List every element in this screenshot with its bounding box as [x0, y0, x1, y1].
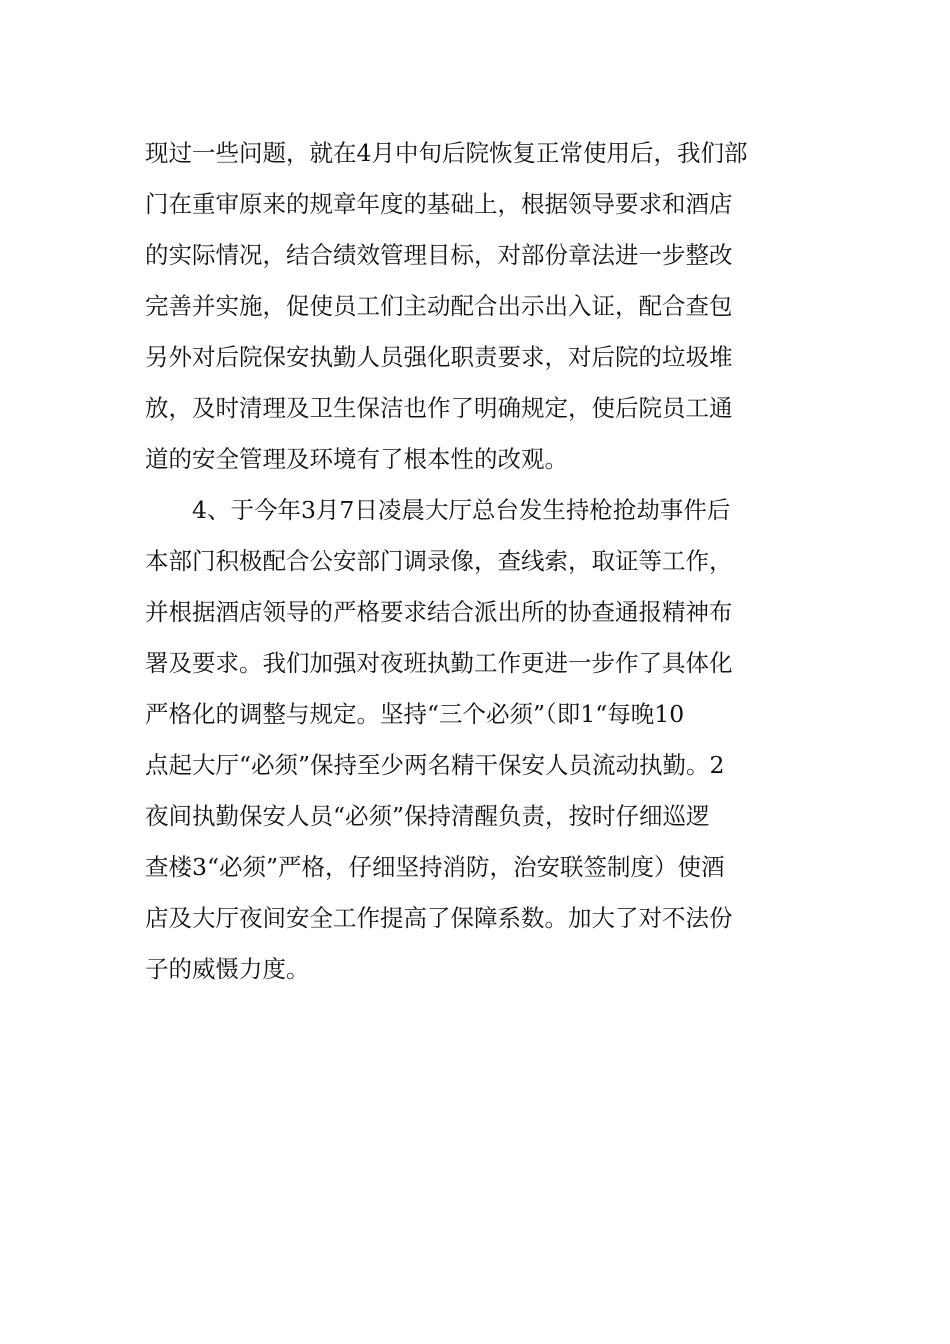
text-line: 本部门积极配合公安部门调录像，查线索，取证等工作，: [145, 547, 733, 575]
text-line: 店及大厅夜间安全工作提高了保障系数。加大了对不法份: [145, 904, 733, 932]
text-line: 严格化的调整与规定。坚持“三个必须”（即1“每晚10: [145, 700, 685, 728]
text-line: 署及要求。我们加强对夜班执勤工作更进一步作了具体化: [145, 649, 733, 677]
text-line: 点起大厅“必须”保持至少两名精干保安人员流动执勤。2: [145, 751, 725, 779]
text-line: 道的安全管理及环境有了根本性的改观。: [145, 445, 568, 473]
text-line: 子的威慑力度。: [145, 955, 310, 983]
text-line: 现过一些问题，就在4月中旬后院恢复正常使用后，我们部: [145, 139, 748, 167]
text-line: 的实际情况，结合绩效管理目标，对部份章法进一步整改: [145, 241, 733, 269]
text-line: 4、于今年3月7日凌晨大厅总台发生持枪抢劫事件后: [145, 496, 731, 524]
body-text: [145, 128, 815, 995]
text-line: 完善并实施，促使员工们主动配合出示出入证，配合查包: [145, 292, 733, 320]
text-line: 门在重审原来的规章年度的基础上，根据领导要求和酒店: [145, 190, 733, 218]
text-line: 并根据酒店领导的严格要求结合派出所的协查通报精神布: [145, 598, 733, 626]
text-line: 查楼3“必须”严格，仔细坚持消防，治安联签制度）使酒: [145, 853, 725, 881]
text-line: 放，及时清理及卫生保洁也作了明确规定，使后院员工通: [145, 394, 733, 422]
text-line: 另外对后院保安执勤人员强化职责要求，对后院的垃圾堆: [145, 343, 733, 371]
text-line: 夜间执勤保安人员“必须”保持清醒负责，按时仔细巡逻: [145, 802, 710, 830]
